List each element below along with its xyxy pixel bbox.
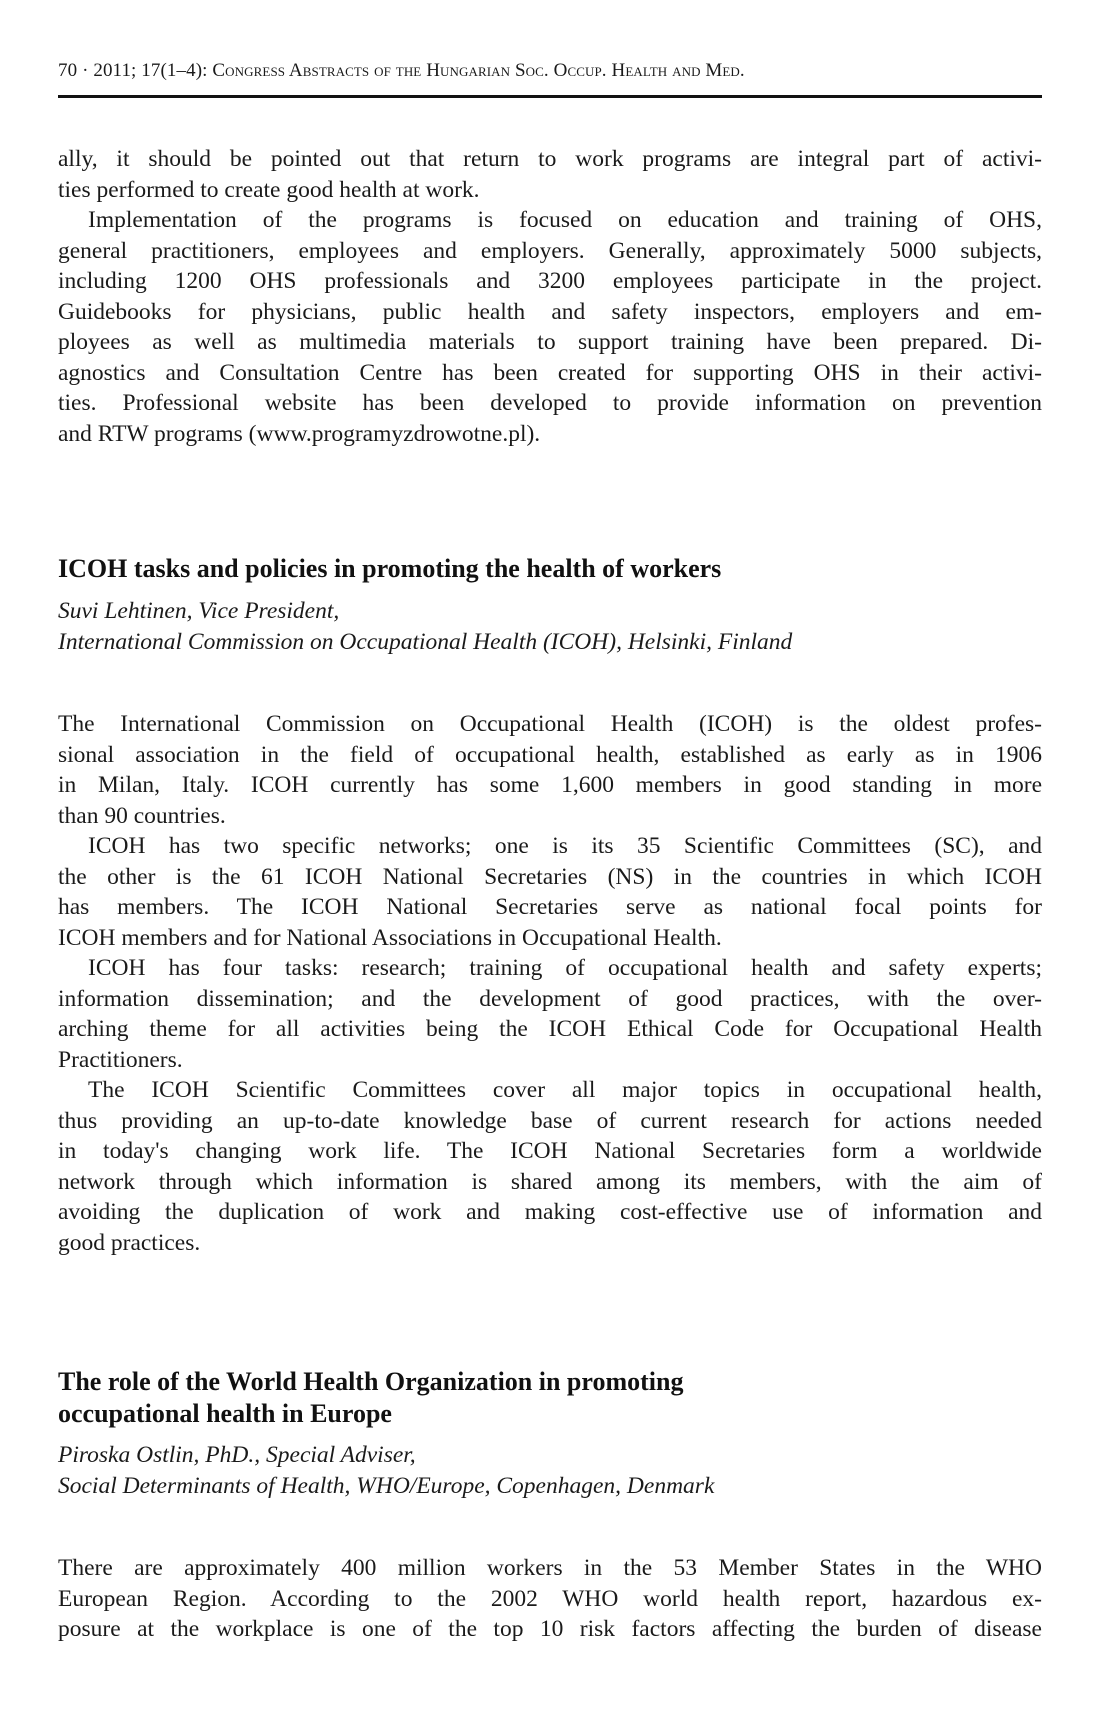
- paragraph: [58, 144, 1042, 205]
- text-line: ICOH members and for National Associations in Occupational Health.: [58, 924, 722, 951]
- paragraph: [58, 1553, 1042, 1645]
- text-line: ally, it should be pointed out that return to work programs are integral part of activi-: [58, 146, 1042, 172]
- text-line: and RTW programs (www.programyzdrowotne.pl).: [58, 420, 541, 447]
- abstract-title: ICOH tasks and policies in promoting the health of workers: [58, 554, 722, 583]
- affiliation-line: Social Determinants of Health, WHO/Europe, Copenhagen, Denmark: [58, 1472, 715, 1499]
- citation: 2011; 17(1–4):: [93, 60, 208, 81]
- text-line: European Region. According to the 2002 WHO world health report, hazardous ex-: [58, 1585, 1042, 1612]
- continued-abstract: [58, 144, 1042, 449]
- text-line: than 90 countries.: [58, 802, 226, 829]
- text-line: agnostics and Consultation Centre has been created for supporting OHS in their activi-: [58, 359, 1042, 386]
- text-line: Practitioners.: [58, 1046, 183, 1073]
- running-head: [58, 60, 745, 82]
- abstract-icoh-body: [58, 709, 1042, 1258]
- abstract-icoh-byline: [58, 596, 1042, 657]
- text-line: sional association in the field of occupational health, established as early as in 1906: [58, 741, 1042, 768]
- author-line: Suvi Lehtinen, Vice President,: [58, 598, 340, 624]
- abstract-icoh: [58, 553, 1042, 585]
- text-line: ties performed to create good health at work.: [58, 176, 480, 203]
- text-line: There are approximately 400 million workers in the 53 Member States in the WHO: [58, 1555, 1042, 1581]
- text-line: good practices.: [58, 1229, 201, 1256]
- text-line: in Milan, Italy. ICOH currently has some 1,600 members in good standing in more: [58, 772, 1042, 798]
- paragraph: [58, 831, 1042, 953]
- abstract-who-byline: [58, 1440, 1042, 1501]
- text-line: general practitioners, employees and employers. Generally, approximately 5000 subjects,: [58, 237, 1042, 264]
- abstract-who-body: [58, 1553, 1042, 1645]
- text-line: ICOH has two specific networks; one is its 35 Scientific Committees (SC), and: [88, 833, 1042, 859]
- text-line: the other is the 61 ICOH National Secretaries (NS) in the countries in which ICOH: [58, 863, 1042, 890]
- text-line: thus providing an up-to-date knowledge base of current research for actions needed: [58, 1107, 1042, 1134]
- text-line: including 1200 OHS professionals and 3200 employees participate in the project.: [58, 268, 1042, 294]
- text-line: arching theme for all activities being the ICOH Ethical Code for Occupational Health: [58, 1016, 1042, 1042]
- text-line: Implementation of the programs is focused on education and training of OHS,: [88, 207, 1042, 233]
- text-line: avoiding the duplication of work and making cost-effective use of information and: [58, 1199, 1042, 1225]
- text-line: The International Commission on Occupational Health (ICOH) is the oldest profes-: [58, 711, 1042, 737]
- paragraph: [58, 1075, 1042, 1258]
- paragraph: [58, 953, 1042, 1075]
- header-rule: [58, 95, 1042, 98]
- paragraph: [58, 709, 1042, 831]
- text-line: The ICOH Scientific Committees cover all major topics in occupational health,: [88, 1077, 1042, 1103]
- separator: ·: [82, 60, 89, 81]
- abstract-who: [58, 1366, 1042, 1430]
- text-line: has members. The ICOH National Secretaries serve as national focal points for: [58, 894, 1042, 920]
- text-line: network through which information is shared among its members, with the aim of: [58, 1168, 1042, 1195]
- text-line: ICOH has four tasks: research; training of occupational health and safety experts;: [88, 955, 1042, 981]
- text-line: posure at the workplace is one of the top 10 risk factors affecting the burden of disease: [58, 1616, 1042, 1642]
- text-line: information dissemination; and the development of good practices, with the over-: [58, 985, 1042, 1012]
- text-line: ployees as well as multimedia materials to support training have been prepared. Di-: [58, 329, 1042, 355]
- journal-title: Congress Abstracts of the Hungarian Soc. Occup. Health and Med.: [212, 60, 745, 81]
- abstract-title: occupational health in Europe: [58, 1399, 392, 1428]
- text-line: Guidebooks for physicians, public health and safety inspectors, employers and em-: [58, 298, 1042, 325]
- author-line: Piroska Ostlin, PhD., Special Adviser,: [58, 1442, 416, 1468]
- page-number: 70: [58, 60, 78, 81]
- paragraph: [58, 205, 1042, 449]
- text-line: in today's changing work life. The ICOH National Secretaries form a worldwide: [58, 1138, 1042, 1164]
- abstract-title: The role of the World Health Organization in promoting: [58, 1367, 684, 1396]
- text-line: ties. Professional website has been developed to provide information on prevention: [58, 390, 1042, 416]
- affiliation-line: International Commission on Occupational Health (ICOH), Helsinki, Finland: [58, 628, 793, 655]
